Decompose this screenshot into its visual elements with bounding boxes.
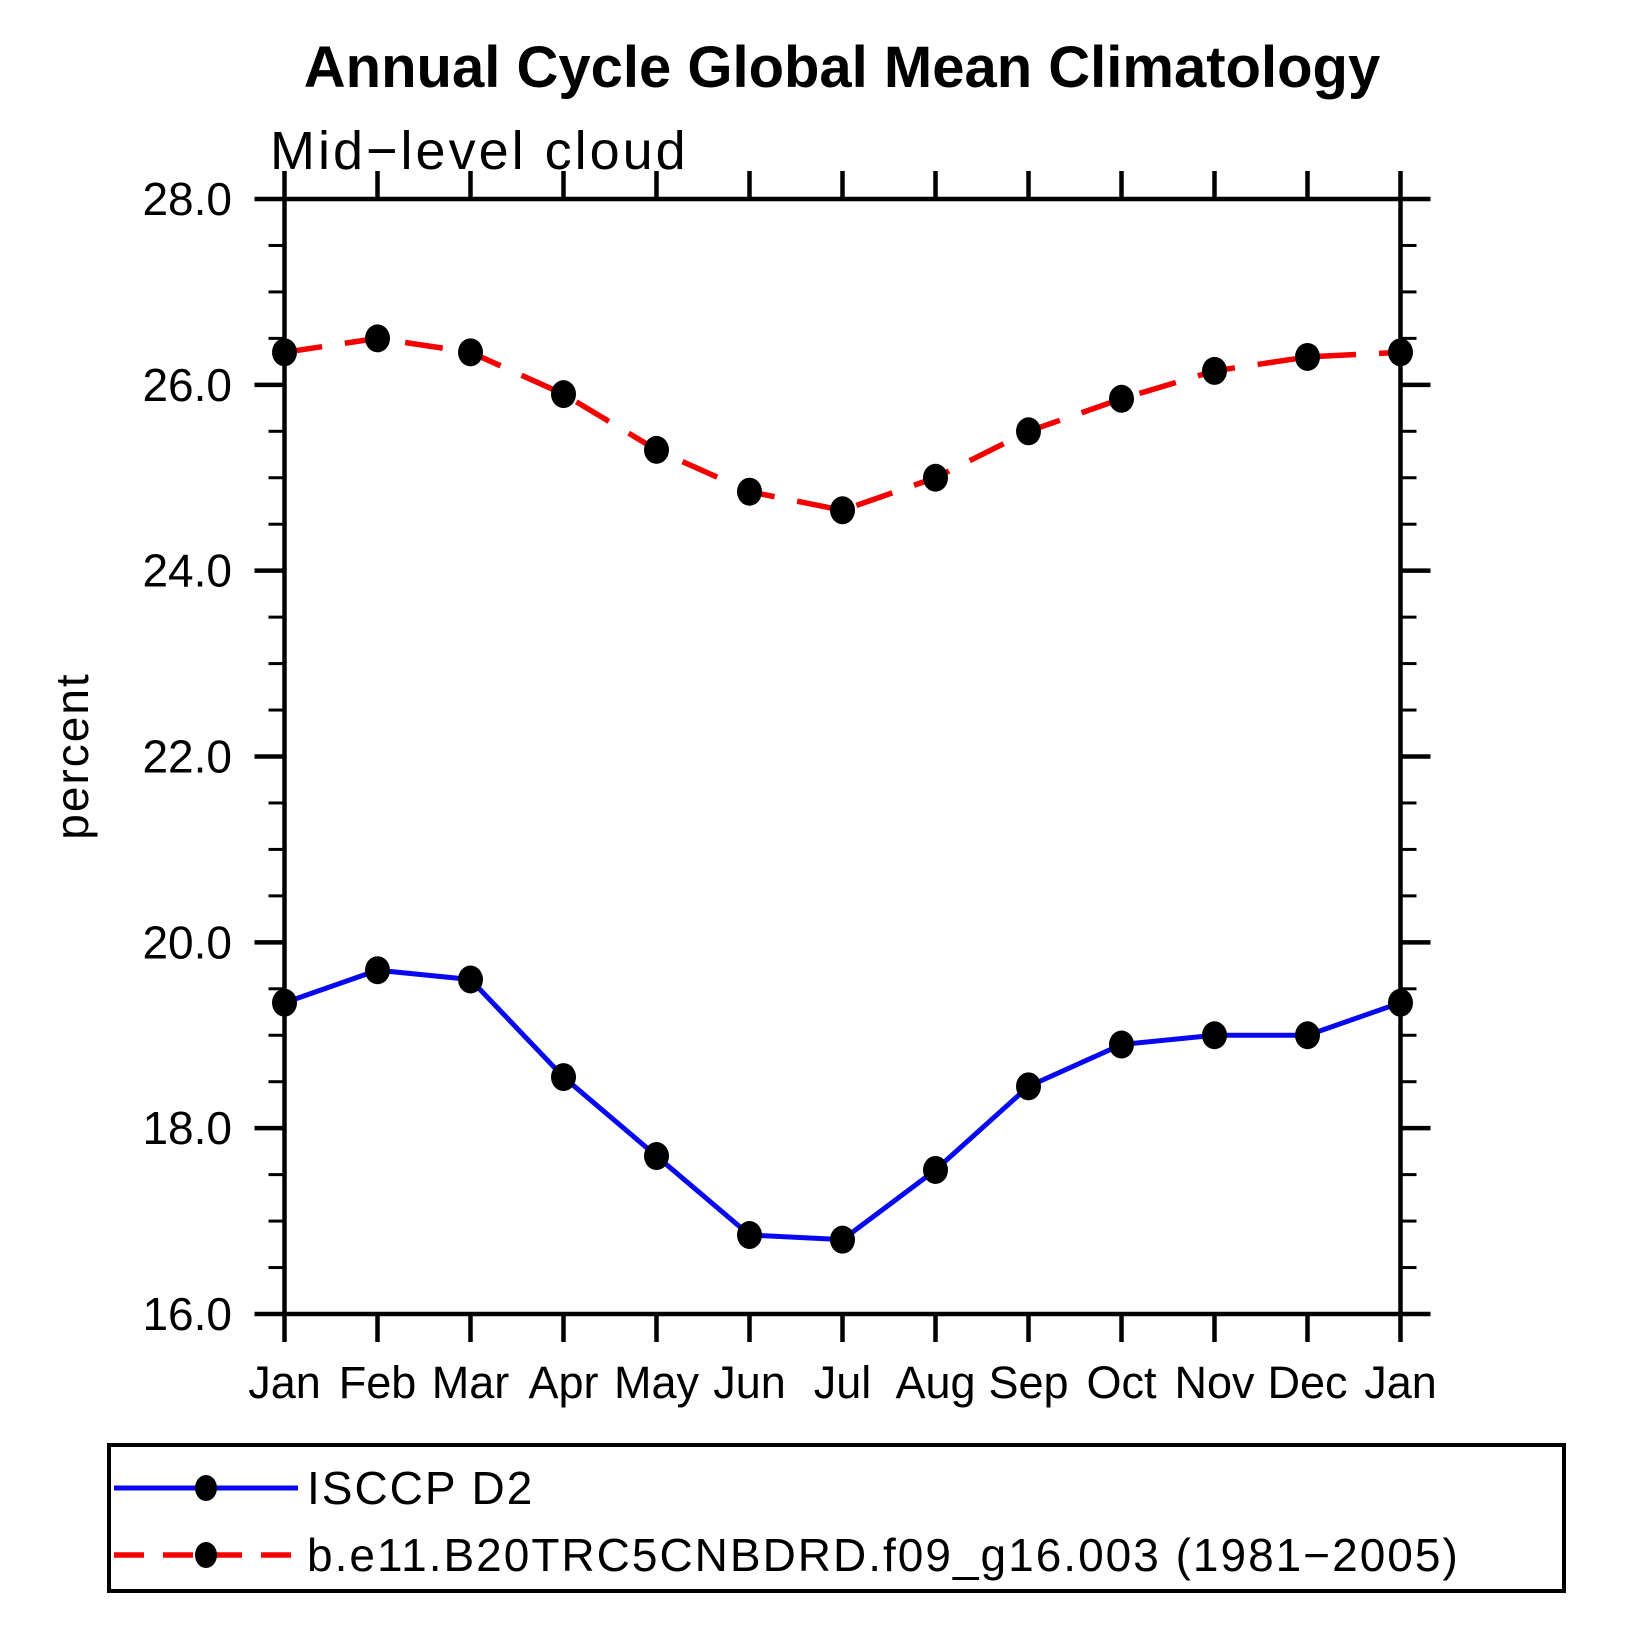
data-point-b-e11-b20trc5cnbdrd-f09-g16- <box>551 380 576 408</box>
data-point-b-e11-b20trc5cnbdrd-f09-g16- <box>1202 357 1227 385</box>
legend-line-sample <box>111 1525 301 1585</box>
data-point-isccp-d2 <box>272 989 297 1017</box>
data-point-isccp-d2 <box>923 1156 948 1184</box>
x-axis-month-label: Dec <box>1267 1357 1348 1408</box>
legend-box <box>107 1443 1566 1593</box>
data-point-isccp-d2 <box>1109 1031 1134 1059</box>
data-point-isccp-d2 <box>644 1142 669 1170</box>
data-point-b-e11-b20trc5cnbdrd-f09-g16- <box>830 496 855 524</box>
data-point-b-e11-b20trc5cnbdrd-f09-g16- <box>458 338 483 366</box>
series-line-isccp-d2 <box>285 970 1401 1239</box>
x-axis-month-label: Aug <box>895 1357 976 1408</box>
data-point-isccp-d2 <box>737 1221 762 1249</box>
chart-subtitle: Mid−level cloud <box>270 121 689 181</box>
data-point-isccp-d2 <box>458 966 483 994</box>
x-axis-month-label: Jun <box>713 1357 786 1408</box>
x-axis-month-label: Nov <box>1174 1357 1255 1408</box>
data-point-isccp-d2 <box>1202 1021 1227 1049</box>
y-axis-tick-label: 26.0 <box>142 358 232 411</box>
x-axis-month-label: Jan <box>248 1357 321 1408</box>
data-point-isccp-d2 <box>830 1226 855 1254</box>
x-axis-month-label: Mar <box>431 1357 510 1408</box>
chart-title: Annual Cycle Global Mean Climatology <box>303 35 1381 100</box>
legend-line-sample <box>111 1458 301 1518</box>
data-point-b-e11-b20trc5cnbdrd-f09-g16- <box>1016 417 1041 445</box>
legend-label: ISCCP D2 <box>307 1462 535 1514</box>
x-axis-month-label: Feb <box>338 1357 417 1408</box>
data-point-isccp-d2 <box>1016 1072 1041 1100</box>
y-axis-tick-label: 28.0 <box>142 173 232 225</box>
x-axis-month-label: Jul <box>813 1357 872 1408</box>
data-point-b-e11-b20trc5cnbdrd-f09-g16- <box>737 478 762 506</box>
legend-item <box>111 1458 534 1518</box>
legend-marker-dot-icon <box>195 1475 217 1501</box>
x-axis-month-label: Jan <box>1364 1357 1437 1408</box>
x-axis-month-label: May <box>613 1357 700 1408</box>
series-line-b-e11-b20trc5cnbdrd-f09-g16- <box>285 338 1401 510</box>
data-point-b-e11-b20trc5cnbdrd-f09-g16- <box>923 464 948 492</box>
y-axis-tick-label: 24.0 <box>142 544 232 597</box>
x-axis-month-label: Sep <box>988 1357 1069 1408</box>
data-point-b-e11-b20trc5cnbdrd-f09-g16- <box>1109 385 1134 413</box>
legend-marker-dot-icon <box>195 1542 217 1568</box>
y-axis-tick-label: 22.0 <box>142 730 232 783</box>
x-axis-month-label: Oct <box>1086 1357 1157 1408</box>
data-point-b-e11-b20trc5cnbdrd-f09-g16- <box>272 338 297 366</box>
data-point-b-e11-b20trc5cnbdrd-f09-g16- <box>1388 338 1413 366</box>
data-point-isccp-d2 <box>1295 1021 1320 1049</box>
data-point-isccp-d2 <box>551 1063 576 1091</box>
y-axis-tick-label: 16.0 <box>142 1288 232 1340</box>
y-axis-tick-label: 18.0 <box>142 1102 232 1155</box>
y-axis-title: percent <box>46 672 98 840</box>
data-point-isccp-d2 <box>365 956 390 984</box>
data-point-b-e11-b20trc5cnbdrd-f09-g16- <box>1295 343 1320 371</box>
legend-label: b.e11.B20TRC5CNBDRD.f09_g16.003 (1981−2005) <box>307 1529 1460 1581</box>
data-point-isccp-d2 <box>1388 989 1413 1017</box>
data-point-b-e11-b20trc5cnbdrd-f09-g16- <box>644 436 669 464</box>
x-axis-month-label: Apr <box>528 1357 599 1408</box>
data-point-b-e11-b20trc5cnbdrd-f09-g16- <box>365 324 390 352</box>
y-axis-tick-label: 20.0 <box>142 916 232 969</box>
legend-item <box>111 1525 1460 1585</box>
